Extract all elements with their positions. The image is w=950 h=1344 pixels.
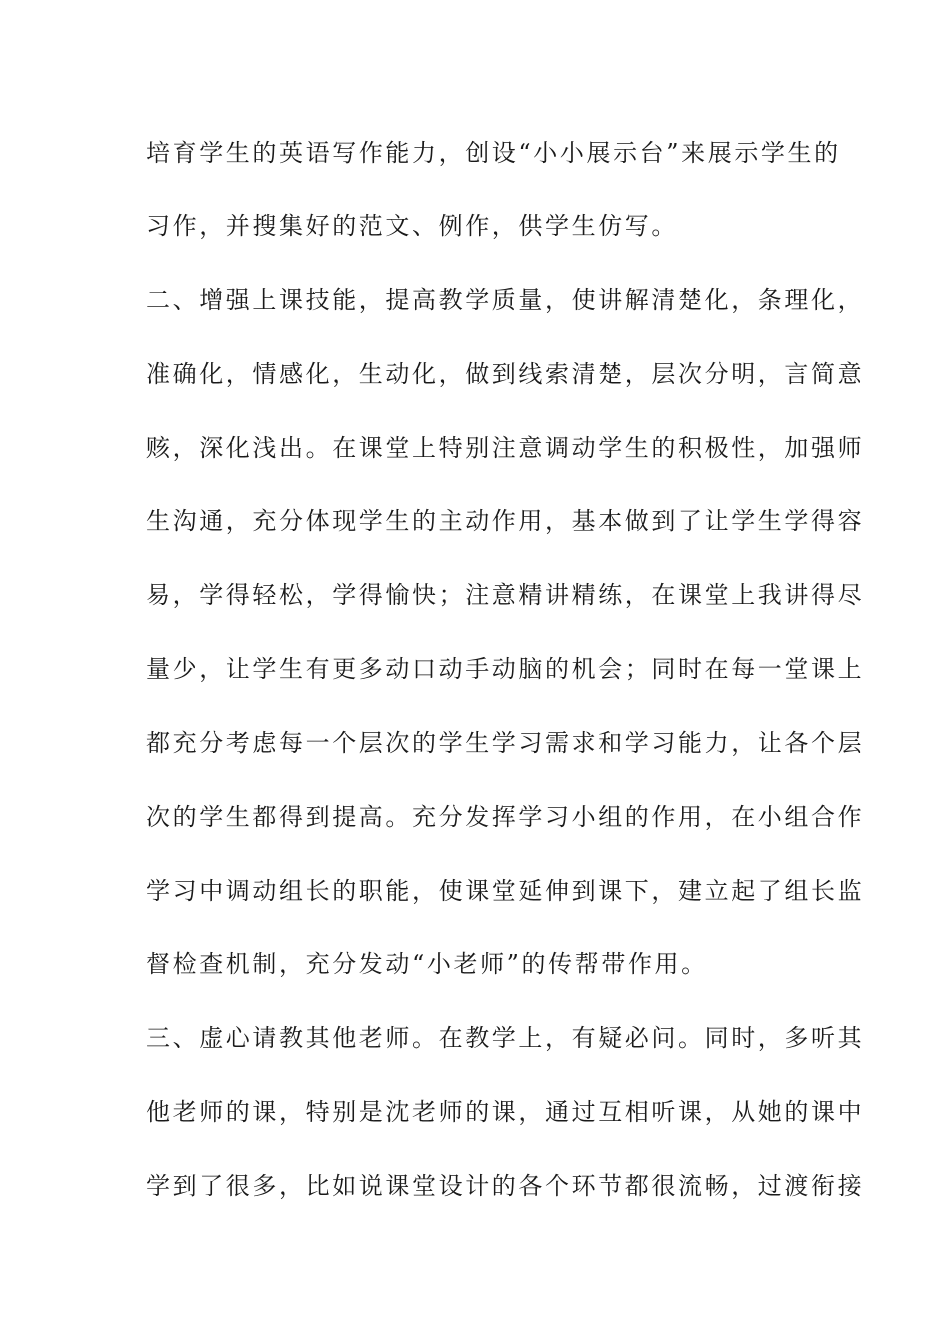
text-line: 培育学生的英语写作能力，创设“小小展示台”来展示学生的 bbox=[146, 139, 841, 167]
text-line: 学到了很多，比如说课堂设计的各个环节都很流畅，过渡衔接 bbox=[146, 1172, 865, 1200]
text-line: 赅，深化浅出。在课堂上特别注意调动学生的积极性，加强师 bbox=[146, 434, 865, 462]
text-line: 二、增强上课技能，提高教学质量，使讲解清楚化，条理化， bbox=[146, 286, 865, 314]
text-line: 习作，并搜集好的范文、例作，供学生仿写。 bbox=[146, 212, 678, 240]
text-line: 易，学得轻松，学得愉快；注意精讲精练，在课堂上我讲得尽 bbox=[146, 581, 865, 609]
text-line: 学习中调动组长的职能，使课堂延伸到课下，建立起了组长监 bbox=[146, 877, 865, 905]
text-line: 他老师的课，特别是沈老师的课，通过互相听课，从她的课中 bbox=[146, 1098, 865, 1126]
text-line: 次的学生都得到提高。充分发挥学习小组的作用，在小组合作 bbox=[146, 803, 865, 831]
text-line: 生沟通，充分体现学生的主动作用，基本做到了让学生学得容 bbox=[146, 507, 865, 535]
text-line: 都充分考虑每一个层次的学生学习需求和学习能力，让各个层 bbox=[146, 729, 865, 757]
text-line: 三、虚心请教其他老师。在教学上，有疑必问。同时，多听其 bbox=[146, 1024, 865, 1052]
text-line: 准确化，情感化，生动化，做到线索清楚，层次分明，言简意 bbox=[146, 360, 865, 388]
text-line: 量少，让学生有更多动口动手动脑的机会；同时在每一堂课上 bbox=[146, 655, 865, 683]
text-line: 督检查机制，充分发动“小老师”的传帮带作用。 bbox=[146, 950, 708, 978]
